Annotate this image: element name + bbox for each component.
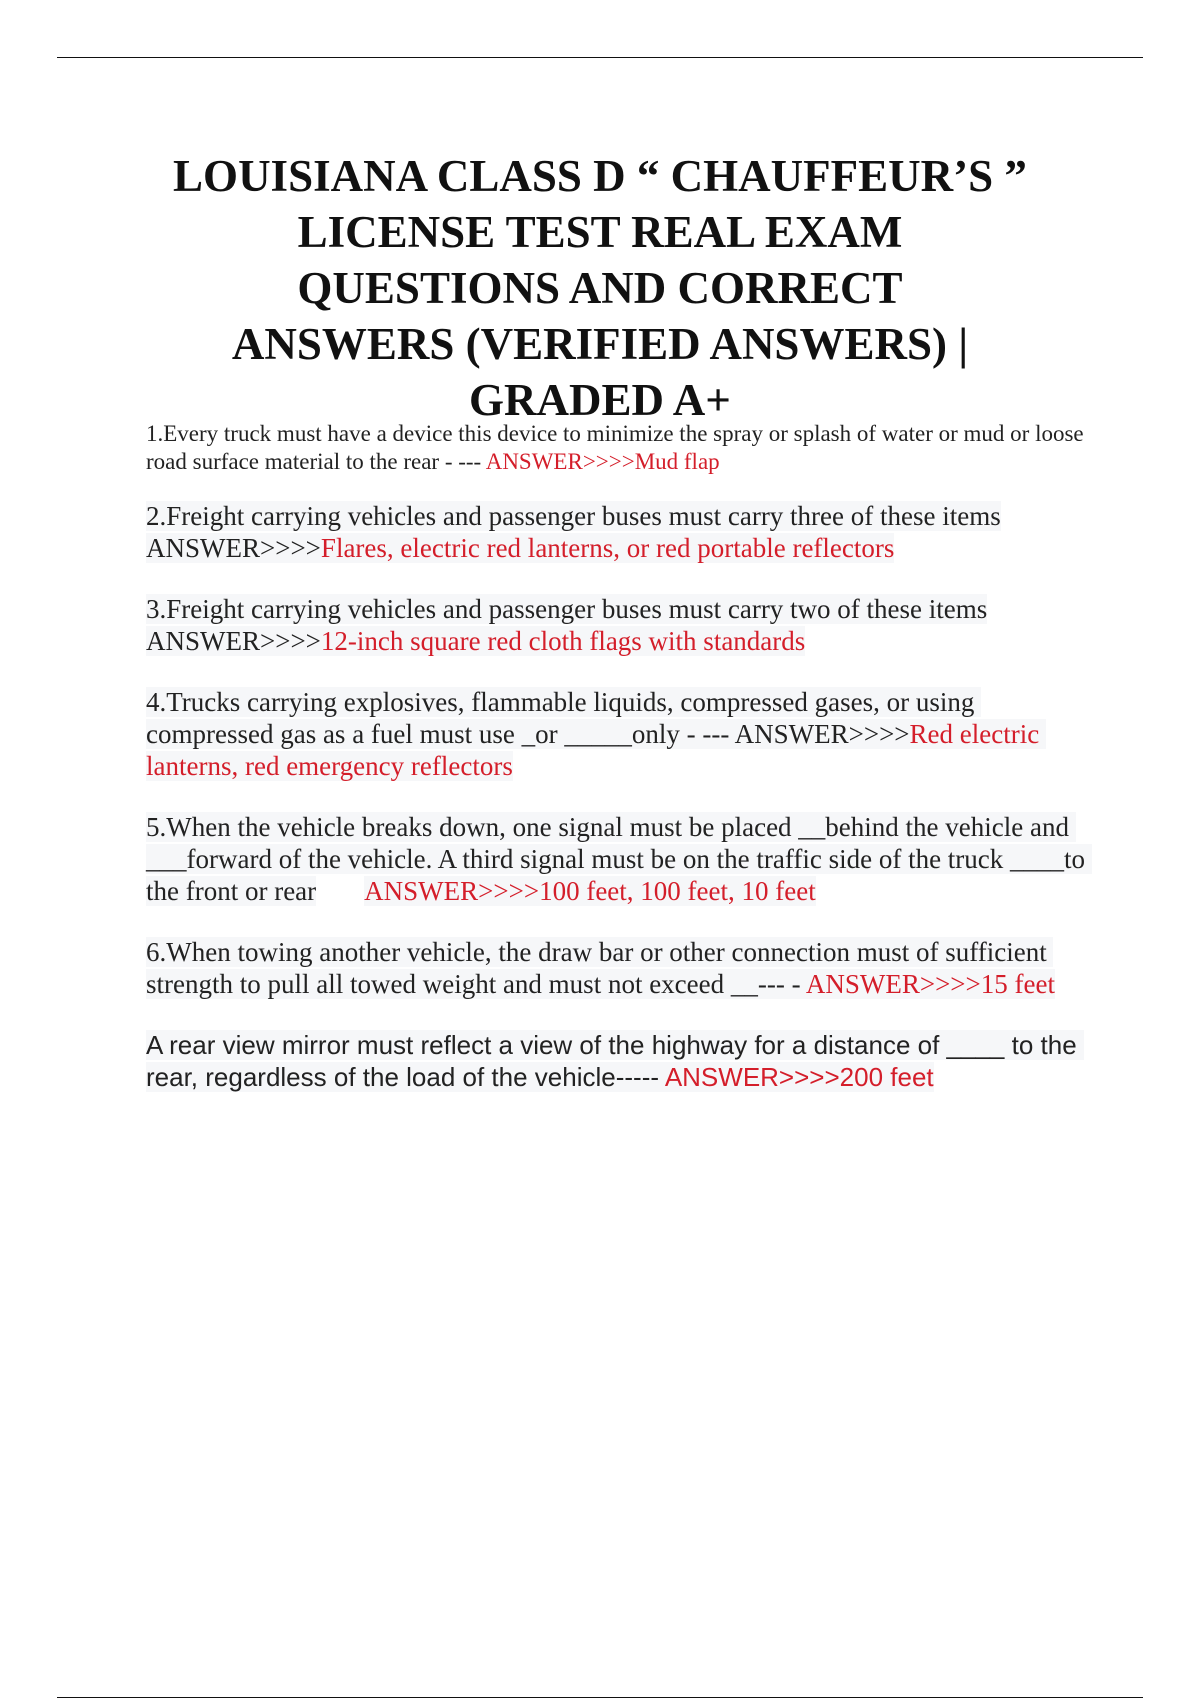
question-3-answer-prefix: ANSWER>>>> (146, 626, 321, 656)
document-title (120, 148, 1080, 428)
title-line-3: QUESTIONS AND CORRECT (297, 263, 903, 313)
question-1 (146, 420, 1090, 476)
question-7-text: A rear view mirror must reflect a view of the highway for a distance of ____ to the rear, regardless of the load of the vehicle----- (146, 1030, 1084, 1092)
question-1-answer: ANSWER>>>>Mud flap (485, 449, 720, 474)
question-5-text: 5.When the vehicle breaks down, one signal must be placed __behind the vehicle and ___forward of the vehicle. A third signal must be on the traffic side of the truck ____to the front or rear (146, 812, 1092, 906)
question-3 (146, 593, 1086, 657)
question-2-text: 2.Freight carrying vehicles and passenger buses must carry three of these items (146, 501, 1001, 531)
question-7 (146, 1029, 1086, 1093)
title-line-4: ANSWERS (VERIFIED ANSWERS) | (231, 319, 969, 369)
question-list (146, 420, 1092, 1093)
question-4 (146, 686, 1086, 782)
top-rule (57, 57, 1143, 58)
question-5-answer: ANSWER>>>>100 feet, 100 feet, 10 feet (364, 876, 816, 906)
question-7-answer: ANSWER>>>>200 feet (664, 1062, 934, 1092)
question-6-answer: ANSWER>>>>15 feet (805, 969, 1055, 999)
question-1-text: 1.Every truck must have a device this device to minimize the spray or splash of water or mud or loose road surface material to the rear - --- (146, 421, 1090, 474)
question-6 (146, 936, 1086, 1000)
question-2-answer-prefix: ANSWER>>>> (146, 533, 321, 563)
question-2 (146, 500, 1086, 564)
question-4-answer: Red electric lanterns, red emergency reflectors (146, 719, 1046, 781)
question-3-answer: 12-inch square red cloth flags with standards (320, 626, 806, 656)
question-4-text: 4.Trucks carrying explosives, flammable liquids, compressed gases, or using compressed gas as a fuel must use _or _____only - --- ANSWER>>>> (146, 687, 982, 749)
question-2-answer: Flares, electric red lanterns, or red portable reflectors (320, 533, 895, 563)
title-line-5: GRADED A+ (469, 375, 731, 425)
title-line-1: LOUISIANA CLASS D “ CHAUFFEUR’S ” (173, 151, 1027, 201)
question-6-text: 6.When towing another vehicle, the draw bar or other connection must of sufficient strength to pull all towed weight and must not exceed __--- - (146, 937, 1054, 999)
bottom-rule (57, 1697, 1143, 1698)
title-line-2: LICENSE TEST REAL EXAM (297, 207, 903, 257)
question-3-text: 3.Freight carrying vehicles and passenger buses must carry two of these items (146, 594, 988, 624)
question-5 (146, 811, 1092, 907)
